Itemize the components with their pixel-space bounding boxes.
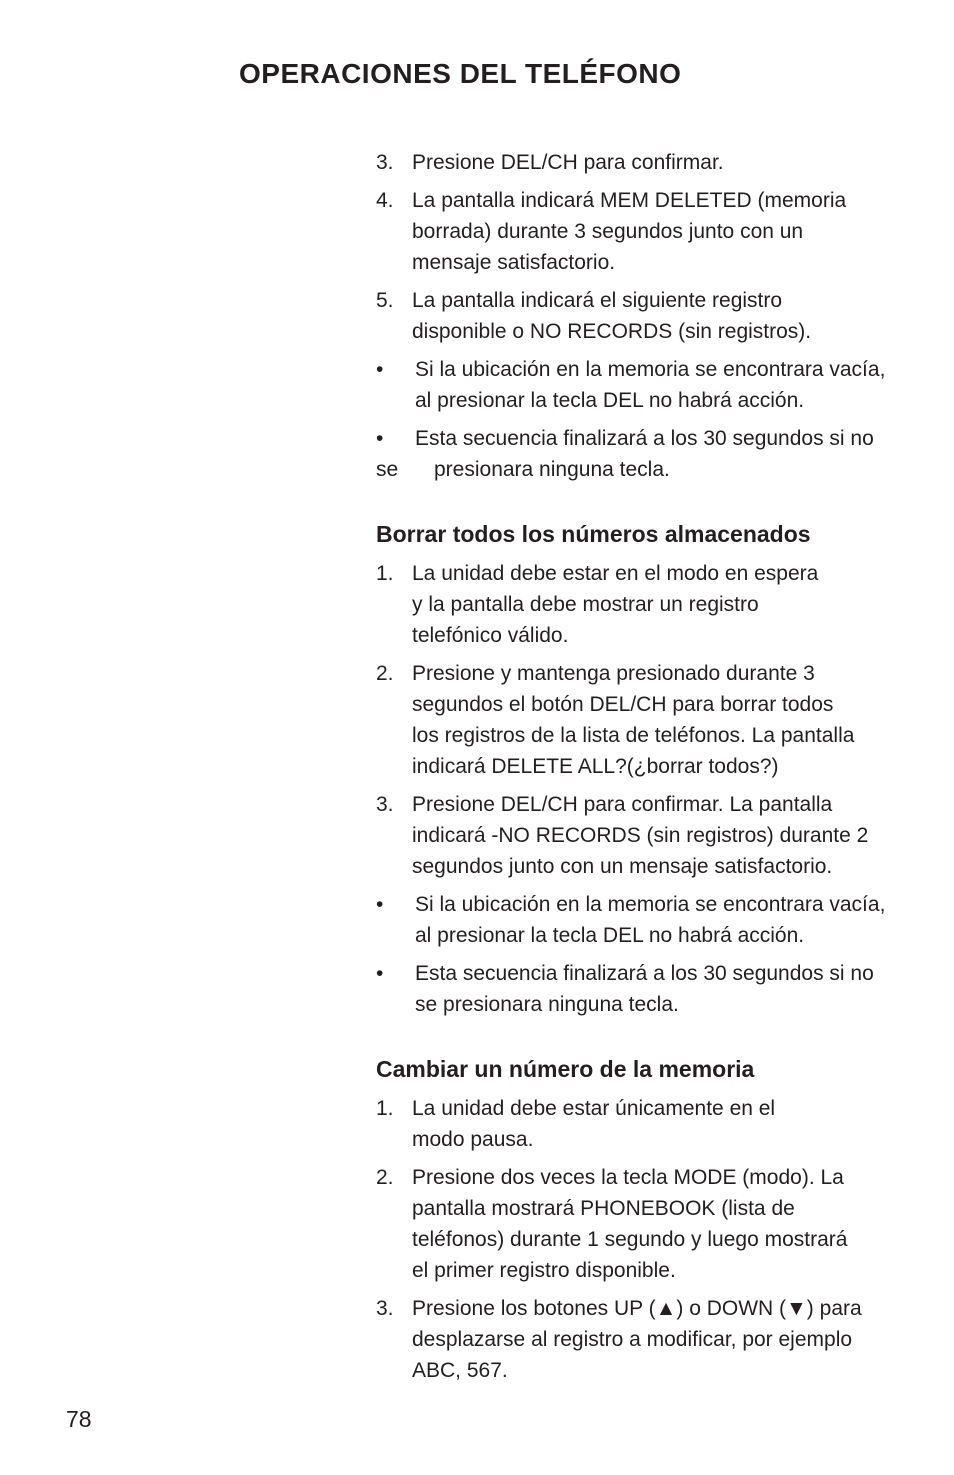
text-line: indicará -NO RECORDS (sin registros) durante 2: [412, 824, 869, 847]
text-line: desplazarse al registro a modificar, por ejemplo: [412, 1328, 853, 1351]
bullet-mark: •: [376, 962, 384, 985]
list-item: [376, 1093, 916, 1155]
text-fragment: presionara ninguna tecla.: [434, 458, 670, 481]
list-item: [376, 147, 916, 178]
bullet-text: [415, 889, 916, 951]
text-line: segundos junto con un mensaje satisfactorio.: [412, 855, 833, 878]
bullet-item: [376, 889, 916, 951]
item-number: 3.: [376, 151, 394, 174]
text-line: Presione y mantenga presionado durante 3: [412, 662, 815, 685]
item-text: Presione DEL/CH para confirmar.: [412, 151, 724, 174]
page-content: [376, 147, 916, 1393]
list-item: [376, 658, 916, 782]
text-line: al presionar la tecla DEL no habrá acción.: [415, 389, 805, 412]
text-line: y la pantalla debe mostrar un registro: [412, 593, 759, 616]
item-text: [412, 185, 916, 278]
text-fragment: se: [376, 458, 399, 481]
text-line: La unidad debe estar en el modo en espera: [412, 562, 819, 585]
item-number: 1.: [376, 562, 394, 585]
bullet-text: [415, 354, 916, 416]
list-item: [376, 1293, 916, 1386]
bullet-item: [376, 958, 916, 1020]
text-line: ABC, 567.: [412, 1359, 508, 1382]
bullet-item: [376, 354, 916, 416]
text-line: La pantalla indicará el siguiente registro: [412, 289, 783, 312]
text-line: Presione dos veces la tecla MODE (modo). La: [412, 1166, 844, 1189]
text-line: pantalla mostrará PHONEBOOK (lista de: [412, 1197, 795, 1220]
list-item: [376, 1162, 916, 1286]
text-line: Esta secuencia finalizará a los 30 segundos si no: [415, 962, 874, 985]
item-number: 2.: [376, 1166, 394, 1189]
section-title: Cambiar un número de la memoria: [376, 1056, 755, 1082]
page-header: OPERACIONES DEL TELÉFONO: [239, 58, 682, 89]
item-text: [412, 1293, 916, 1386]
bullet-mark: •: [376, 427, 384, 450]
text-line: segundos el botón DEL/CH para borrar todos: [412, 693, 834, 716]
item-number: 5.: [376, 289, 394, 312]
item-text: [412, 558, 916, 651]
item-number: 3.: [376, 1297, 394, 1320]
text-line: el primer registro disponible.: [412, 1259, 676, 1282]
text-line: borrada) durante 3 segundos junto con un: [412, 220, 804, 243]
text-line: disponible o NO RECORDS (sin registros).: [412, 320, 812, 343]
list-item: [376, 185, 916, 278]
text-line: modo pausa.: [412, 1128, 534, 1151]
text-line: Si la ubicación en la memoria se encontrara vacía,: [415, 358, 886, 381]
list-item: [376, 285, 916, 347]
list-item: [376, 789, 916, 882]
text-line: al presionar la tecla DEL no habrá acción.: [415, 924, 805, 947]
bullet-item: [376, 423, 916, 485]
bullet-text: Esta secuencia finalizará a los 30 segundos si no: [415, 427, 874, 450]
text-line: los registros de la lista de teléfonos. La pantalla: [412, 724, 855, 747]
list-item: [376, 558, 916, 651]
text-line: telefónico válido.: [412, 624, 569, 647]
bullet-mark: •: [376, 893, 384, 916]
item-text: [412, 789, 916, 882]
item-text: [412, 658, 916, 782]
text-line: Presione DEL/CH para confirmar. La pantalla: [412, 793, 833, 816]
page-number: 78: [66, 1406, 92, 1432]
section-title: Borrar todos los números almacenados: [376, 521, 811, 547]
item-number: 2.: [376, 662, 394, 685]
text-line: Presione los botones UP (▲) o DOWN (▼) para: [412, 1297, 862, 1320]
bullet-text: [415, 958, 916, 1020]
text-line: mensaje satisfactorio.: [412, 251, 616, 274]
text-line: La pantalla indicará MEM DELETED (memoria: [412, 189, 847, 212]
item-number: 4.: [376, 189, 394, 212]
text-line: se presionara ninguna tecla.: [415, 993, 679, 1016]
text-line: Si la ubicación en la memoria se encontrara vacía,: [415, 893, 886, 916]
item-number: 1.: [376, 1097, 394, 1120]
bullet-continuation-line: [376, 454, 916, 485]
item-number: 3.: [376, 793, 394, 816]
text-line: teléfonos) durante 1 segundo y luego mostrará: [412, 1228, 848, 1251]
text-line: La unidad debe estar únicamente en el: [412, 1097, 776, 1120]
text-line: indicará DELETE ALL?(¿borrar todos?): [412, 755, 779, 778]
item-text: [412, 1093, 916, 1155]
item-text: [412, 1162, 916, 1286]
bullet-mark: •: [376, 358, 384, 381]
item-text: [412, 285, 916, 347]
